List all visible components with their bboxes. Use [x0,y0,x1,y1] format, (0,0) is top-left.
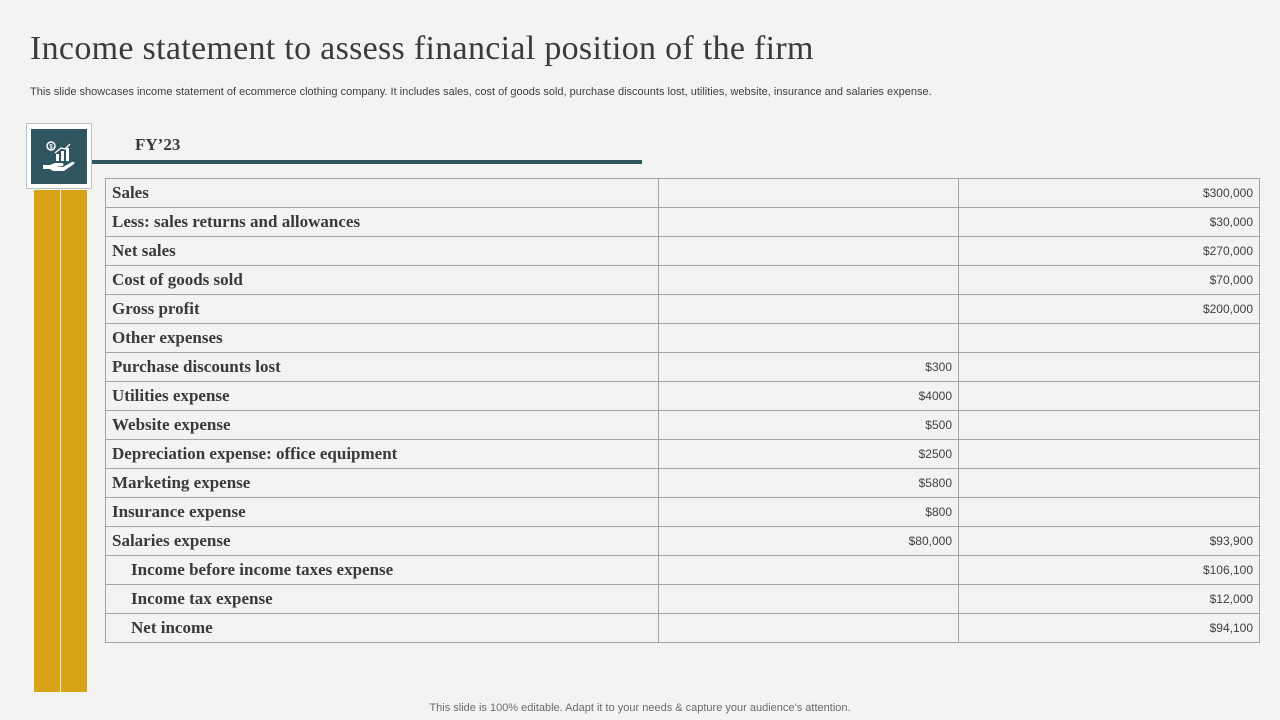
row-mid-value [659,324,959,353]
table-row [106,237,1260,266]
row-mid-value: $4000 [659,382,959,411]
row-label: Income tax expense [106,585,659,614]
table-row [106,614,1260,643]
row-label: Depreciation expense: office equipment [106,440,659,469]
table-row [106,556,1260,585]
table-row [106,324,1260,353]
row-label: Sales [106,179,659,208]
row-mid-value [659,556,959,585]
table-row [106,208,1260,237]
hand-money-chart-icon [41,139,77,175]
row-right-value [959,411,1260,440]
row-label: Salaries expense [106,527,659,556]
row-right-value: $30,000 [959,208,1260,237]
row-right-value: $106,100 [959,556,1260,585]
row-mid-value: $80,000 [659,527,959,556]
row-mid-value: $800 [659,498,959,527]
row-right-value [959,382,1260,411]
row-label: Utilities expense [106,382,659,411]
slide-footer: This slide is 100% editable. Adapt it to your needs & capture your audience’s attention. [429,702,851,714]
row-right-value: $300,000 [959,179,1260,208]
fiscal-year-label: FY’23 [135,135,181,154]
row-right-value: $12,000 [959,585,1260,614]
table-row [106,527,1260,556]
row-label: Less: sales returns and allowances [106,208,659,237]
table-row [106,179,1260,208]
table-row [106,353,1260,382]
fiscal-year-underline [92,160,642,164]
row-label: Website expense [106,411,659,440]
row-right-value: $93,900 [959,527,1260,556]
row-mid-value: $300 [659,353,959,382]
row-mid-value: $5800 [659,469,959,498]
row-mid-value [659,208,959,237]
decorative-bar-divider [60,190,61,692]
row-right-value: $270,000 [959,237,1260,266]
icon-tile [31,129,87,184]
svg-text:$: $ [49,144,53,150]
row-label: Insurance expense [106,498,659,527]
row-mid-value [659,179,959,208]
row-label: Income before income taxes expense [106,556,659,585]
row-right-value [959,324,1260,353]
table-row [106,266,1260,295]
icon-frame [26,123,92,189]
income-statement-table [105,178,1260,643]
row-label: Net income [106,614,659,643]
row-mid-value [659,614,959,643]
row-label: Purchase discounts lost [106,353,659,382]
table-row [106,585,1260,614]
row-right-value: $94,100 [959,614,1260,643]
table-row [106,411,1260,440]
row-mid-value [659,295,959,324]
table-row [106,498,1260,527]
slide-title: Income statement to assess financial position of the firm [30,30,814,67]
row-label: Net sales [106,237,659,266]
row-mid-value: $500 [659,411,959,440]
table-row [106,469,1260,498]
row-right-value: $200,000 [959,295,1260,324]
row-right-value: $70,000 [959,266,1260,295]
row-label: Gross profit [106,295,659,324]
row-label: Cost of goods sold [106,266,659,295]
table-row [106,382,1260,411]
row-label: Marketing expense [106,469,659,498]
row-right-value [959,469,1260,498]
row-mid-value [659,237,959,266]
table-row [106,295,1260,324]
row-mid-value: $2500 [659,440,959,469]
row-right-value [959,353,1260,382]
row-mid-value [659,585,959,614]
row-right-value [959,440,1260,469]
row-mid-value [659,266,959,295]
row-label: Other expenses [106,324,659,353]
slide-subtitle: This slide showcases income statement of ecommerce clothing company. It includes sales, cost of goods sold, purchase discounts lost, utilities, website, insurance and salaries expense. [30,86,932,98]
row-right-value [959,498,1260,527]
table-row [106,440,1260,469]
